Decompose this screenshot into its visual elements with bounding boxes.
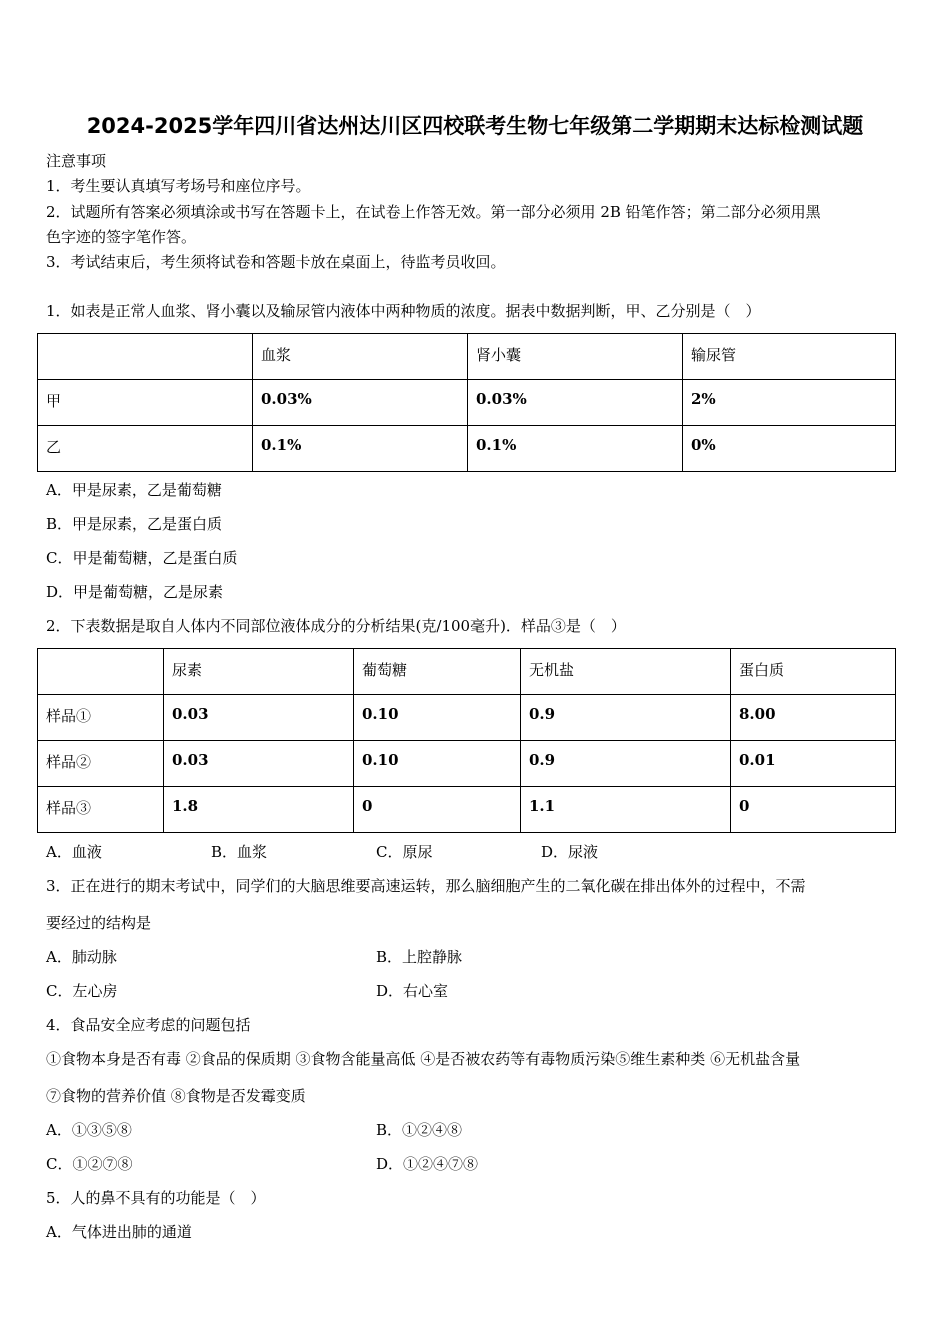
cell: 1.1 bbox=[521, 787, 731, 833]
q1-option-b: B．甲是尿素，乙是蛋白质 bbox=[46, 515, 223, 533]
cell bbox=[38, 334, 253, 380]
cell: 样品② bbox=[38, 741, 164, 787]
cell: 0.03% bbox=[253, 380, 468, 426]
q1-option-c: C．甲是葡萄糖，乙是蛋白质 bbox=[46, 549, 238, 567]
q3-option-b: B．上腔静脉 bbox=[376, 948, 463, 966]
q5-stem: 5．人的鼻不具有的功能是（ ） bbox=[46, 1189, 266, 1207]
q1-stem: 1．如表是正常人血浆、肾小囊以及输尿管内液体中两种物质的浓度。据表中数据判断，甲、乙分别是（ ） bbox=[46, 302, 761, 320]
cell: 0.10 bbox=[354, 695, 521, 741]
q5-option-a: A．气体进出肺的通道 bbox=[46, 1223, 192, 1241]
cell: 0.9 bbox=[521, 695, 731, 741]
cell bbox=[38, 649, 164, 695]
table-row bbox=[38, 695, 896, 741]
cell: 乙 bbox=[38, 426, 253, 472]
q2-table bbox=[37, 648, 896, 833]
q4-option-b: B．①②④⑧ bbox=[376, 1121, 463, 1139]
cell: 样品① bbox=[38, 695, 164, 741]
q3-option-a: A．肺动脉 bbox=[46, 948, 117, 966]
cell: 0.10 bbox=[354, 741, 521, 787]
cell: 1.8 bbox=[164, 787, 354, 833]
table-row bbox=[38, 334, 896, 380]
q4-option-d: D．①②④⑦⑧ bbox=[376, 1155, 479, 1173]
cell: 0.03% bbox=[468, 380, 683, 426]
q4-stem: 4．食品安全应考虑的问题包括 bbox=[46, 1016, 251, 1034]
notice-item: 色字迹的签字笔作答。 bbox=[46, 228, 197, 246]
cell: 输尿管 bbox=[683, 334, 896, 380]
notice-heading: 注意事项 bbox=[46, 152, 107, 170]
cell: 葡萄糖 bbox=[354, 649, 521, 695]
cell: 血浆 bbox=[253, 334, 468, 380]
q1-option-a: A．甲是尿素，乙是葡萄糖 bbox=[46, 481, 222, 499]
table-row bbox=[38, 426, 896, 472]
q2-option-c: C．原尿 bbox=[376, 843, 433, 861]
cell: 蛋白质 bbox=[731, 649, 896, 695]
notice-item: 3．考试结束后，考生须将试卷和答题卡放在桌面上，待监考员收回。 bbox=[46, 253, 506, 271]
q3-option-d: D．右心室 bbox=[376, 982, 449, 1000]
q2-option-d: D．尿液 bbox=[541, 843, 599, 861]
q3-stem: 3．正在进行的期末考试中，同学们的大脑思维要高速运转，那么脑细胞产生的二氧化碳在排出体外的过程中，不需 bbox=[46, 877, 806, 895]
cell: 0 bbox=[731, 787, 896, 833]
cell: 肾小囊 bbox=[468, 334, 683, 380]
q4-items: ①食物本身是否有毒 ②食品的保质期 ③食物含能量高低 ④是否被农药等有毒物质污染⑤维生素种类 ⑥无机盐含量 bbox=[46, 1050, 801, 1068]
cell: 尿素 bbox=[164, 649, 354, 695]
cell: 样品③ bbox=[38, 787, 164, 833]
notice-item: 2．试题所有答案必须填涂或书写在答题卡上，在试卷上作答无效。第一部分必须用 2B 铅笔作答；第二部分必须用黑 bbox=[46, 203, 821, 221]
cell: 0.9 bbox=[521, 741, 731, 787]
cell: 0% bbox=[683, 426, 896, 472]
table-row bbox=[38, 649, 896, 695]
cell: 0.03 bbox=[164, 695, 354, 741]
q4-option-a: A．①③⑤⑧ bbox=[46, 1121, 132, 1139]
cell: 0.01 bbox=[731, 741, 896, 787]
q4-option-c: C．①②⑦⑧ bbox=[46, 1155, 133, 1173]
q1-table bbox=[37, 333, 896, 472]
page-title: 2024-2025学年四川省达州达川区四校联考生物七年级第二学期期末达标检测试题 bbox=[86, 114, 864, 138]
q4-items-cont: ⑦食物的营养价值 ⑧食物是否发霉变质 bbox=[46, 1087, 306, 1105]
cell: 8.00 bbox=[731, 695, 896, 741]
cell: 2% bbox=[683, 380, 896, 426]
cell: 0 bbox=[354, 787, 521, 833]
table-row bbox=[38, 741, 896, 787]
q3-option-c: C．左心房 bbox=[46, 982, 118, 1000]
notice-item: 1．考生要认真填写考场号和座位序号。 bbox=[46, 177, 311, 195]
cell: 甲 bbox=[38, 380, 253, 426]
table-row bbox=[38, 380, 896, 426]
cell: 0.1% bbox=[468, 426, 683, 472]
cell: 无机盐 bbox=[521, 649, 731, 695]
q3-stem-cont: 要经过的结构是 bbox=[46, 914, 152, 932]
q2-option-b: B．血浆 bbox=[211, 843, 268, 861]
cell: 0.03 bbox=[164, 741, 354, 787]
q2-stem: 2．下表数据是取自人体内不同部位液体成分的分析结果(克/100毫升)．样品③是（ ） bbox=[46, 617, 626, 635]
q1-option-d: D．甲是葡萄糖，乙是尿素 bbox=[46, 583, 224, 601]
table-row bbox=[38, 787, 896, 833]
cell: 0.1% bbox=[253, 426, 468, 472]
q2-option-a: A．血液 bbox=[46, 843, 102, 861]
